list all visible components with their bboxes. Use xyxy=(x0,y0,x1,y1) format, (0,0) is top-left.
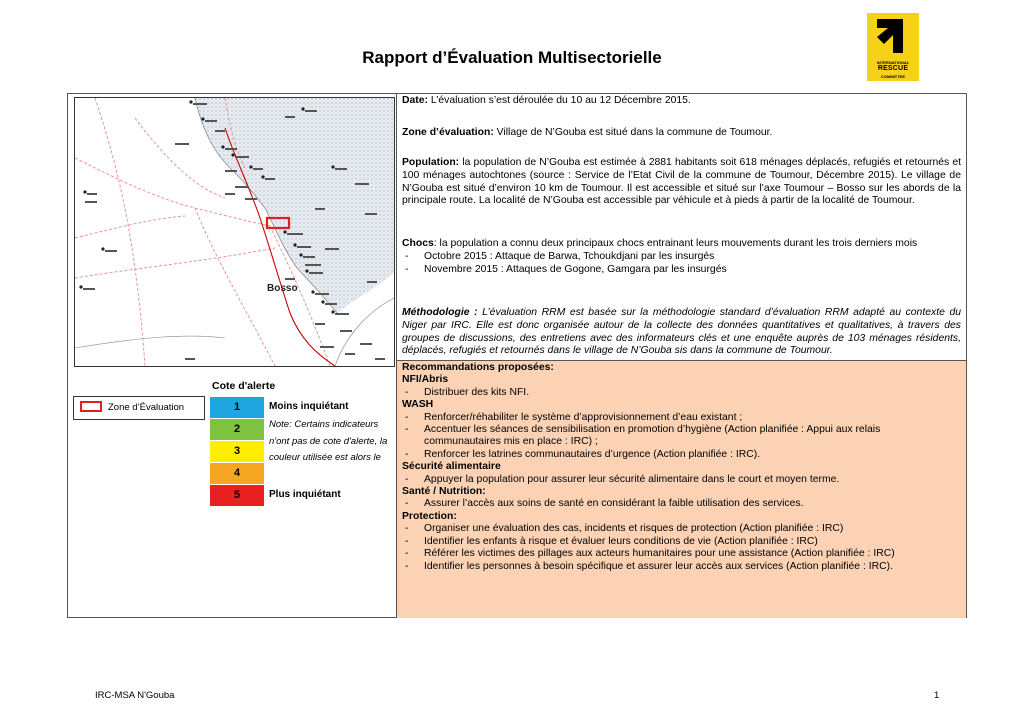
zone-legend xyxy=(73,396,205,420)
chocs-paragraph xyxy=(402,238,961,276)
reco-section-list xyxy=(402,498,958,510)
chocs-list xyxy=(402,251,961,277)
alert-level-1: 1 xyxy=(210,397,264,419)
map-label-bosso: Bosso xyxy=(267,283,298,294)
reco-section-list xyxy=(402,523,958,573)
population-text: la population de N’Gouba est estimée à 2881 habitants soit 618 ménages déplacés, refugiés et retournés et 100 ménages autochtones (source : Service de l’Etat Civil de la commune de Toumour, Décembre 2015). Le village de N’Gouba est situé d’environ 10 km de Toumour. Il est accessible et situé sur l’axe Toumour – Bosso sur les abords de la principale route. La localité de N’Gouba est accessible par véhicule et à pieds à partir de la localité de Toumour. xyxy=(402,157,961,207)
footer-page-number: 1 xyxy=(934,690,940,701)
list-item: - Organiser une évaluation des cas, incidents et risques de protection (Action planifiée : IRC) xyxy=(402,523,958,535)
date-label: Date: xyxy=(402,95,428,106)
list-item: - Octobre 2015 : Attaque de Barwa, Tchoukdjani par les insurgés xyxy=(402,251,961,264)
reco-section-heading: NFI/Abris xyxy=(402,374,449,386)
list-item: - Identifier les personnes à besoin spécifique et assurer leur accès aux services (Action planifiée : IRC). xyxy=(402,561,958,573)
footer-document-name: IRC-MSA N'Gouba xyxy=(95,690,175,701)
location-map xyxy=(74,97,395,367)
alert-most: Plus inquiétant xyxy=(269,489,341,500)
logo-line3: COMMITTEE xyxy=(881,74,905,79)
list-item: - Accentuer les séances de sensibilisation en promotion d’hygiène (Action planifiée : Appui aux relais communautaires mis en place : IRC) ; xyxy=(402,424,958,449)
info-panel xyxy=(397,94,966,360)
logo-line1: INTERNATIONAL xyxy=(876,60,910,65)
zone-legend-swatch xyxy=(80,401,102,412)
list-item: - Référer les victimes des pillages aux acteurs humanitaires pour une assistance (Action planifiée : IRC) xyxy=(402,548,958,560)
page-title: Rapport d’Évaluation Multisectorielle xyxy=(362,48,662,67)
alert-note: Note: Certains indicateurs n'ont pas de cote d'alerte, la couleur utilisée est alors le xyxy=(269,419,388,463)
population-paragraph xyxy=(402,157,961,208)
list-item: - Renforcer/réhabiliter le système d’approvisionnement d’eau existant ; xyxy=(402,412,958,424)
date-text: L’évaluation s’est déroulée du 10 au 12 Décembre 2015. xyxy=(427,95,691,106)
alert-level-4: 4 xyxy=(210,463,264,485)
methodology-text: L’évaluation RRM est basée sur la méthodologie standard d’évaluation RRM adapté au contexte du Niger par IRC. Elle est donc organisée autour de la collecte des données quantitatives et qualitatives, à travers des groupes de discussions, des entretiens avec des informateurs clés et une enquête auprès de 103 ménages résidents, déplacés, refugiés et retournés dans le village de N’Gouba sis dans la commune de Toumour. xyxy=(402,307,961,357)
list-item: - Identifier les enfants à risque et évaluer leurs conditions de vie (Action planifiée : IRC) xyxy=(402,536,958,548)
reco-section-list xyxy=(402,387,958,399)
list-item: - Novembre 2015 : Attaques de Gogone, Gamgara par les insurgés xyxy=(402,264,961,277)
zone-label: Zone d’évaluation: xyxy=(402,127,494,138)
alert-legend-title: Cote d'alerte xyxy=(212,380,276,392)
alert-least: Moins inquiétant xyxy=(269,401,349,412)
reco-section-heading: WASH xyxy=(402,399,434,411)
list-item: - Assurer l’accès aux soins de santé en considérant la faible utilisation des services. xyxy=(402,498,958,510)
zone-legend-label: Zone d’Évaluation xyxy=(108,402,185,413)
list-item: - Appuyer la population pour assurer leur sécurité alimentaire dans le court et moyen terme. xyxy=(402,474,958,486)
methodology-label: Méthodologie : xyxy=(402,307,478,318)
reco-section-list xyxy=(402,474,958,486)
reco-section-heading: Sécurité alimentaire xyxy=(402,461,501,473)
zone-text: Village de N’Gouba est situé dans la commune de Toumour. xyxy=(493,127,773,138)
population-label: Population: xyxy=(402,157,460,168)
alert-level-5: 5 xyxy=(210,485,264,507)
irc-arrow-icon xyxy=(867,13,919,59)
alert-level-2: 2 xyxy=(210,419,264,441)
chocs-text: : la population a connu deux principaux chocs entrainant leurs mouvements durant les trois derniers mois xyxy=(433,238,918,249)
alert-level-3: 3 xyxy=(210,441,264,463)
logo-line2: RESCUE xyxy=(877,65,909,72)
list-item: - Renforcer les latrines communautaires d’urgence (Action planifiée : IRC). xyxy=(402,449,958,461)
recommendations-content xyxy=(402,362,958,573)
reco-section-heading: Santé / Nutrition: xyxy=(402,486,486,498)
recommendations-title: Recommandations proposées: xyxy=(402,362,554,373)
reco-section-heading: Protection: xyxy=(402,510,457,522)
reco-section-list xyxy=(402,412,958,462)
recommendations-panel xyxy=(397,360,966,618)
chocs-label: Chocs xyxy=(402,238,434,249)
date-paragraph xyxy=(402,95,961,108)
list-item: - Distribuer des kits NFI. xyxy=(402,387,958,399)
methodology-paragraph xyxy=(402,307,961,358)
zone-paragraph xyxy=(402,127,961,140)
irc-logo xyxy=(867,13,919,81)
